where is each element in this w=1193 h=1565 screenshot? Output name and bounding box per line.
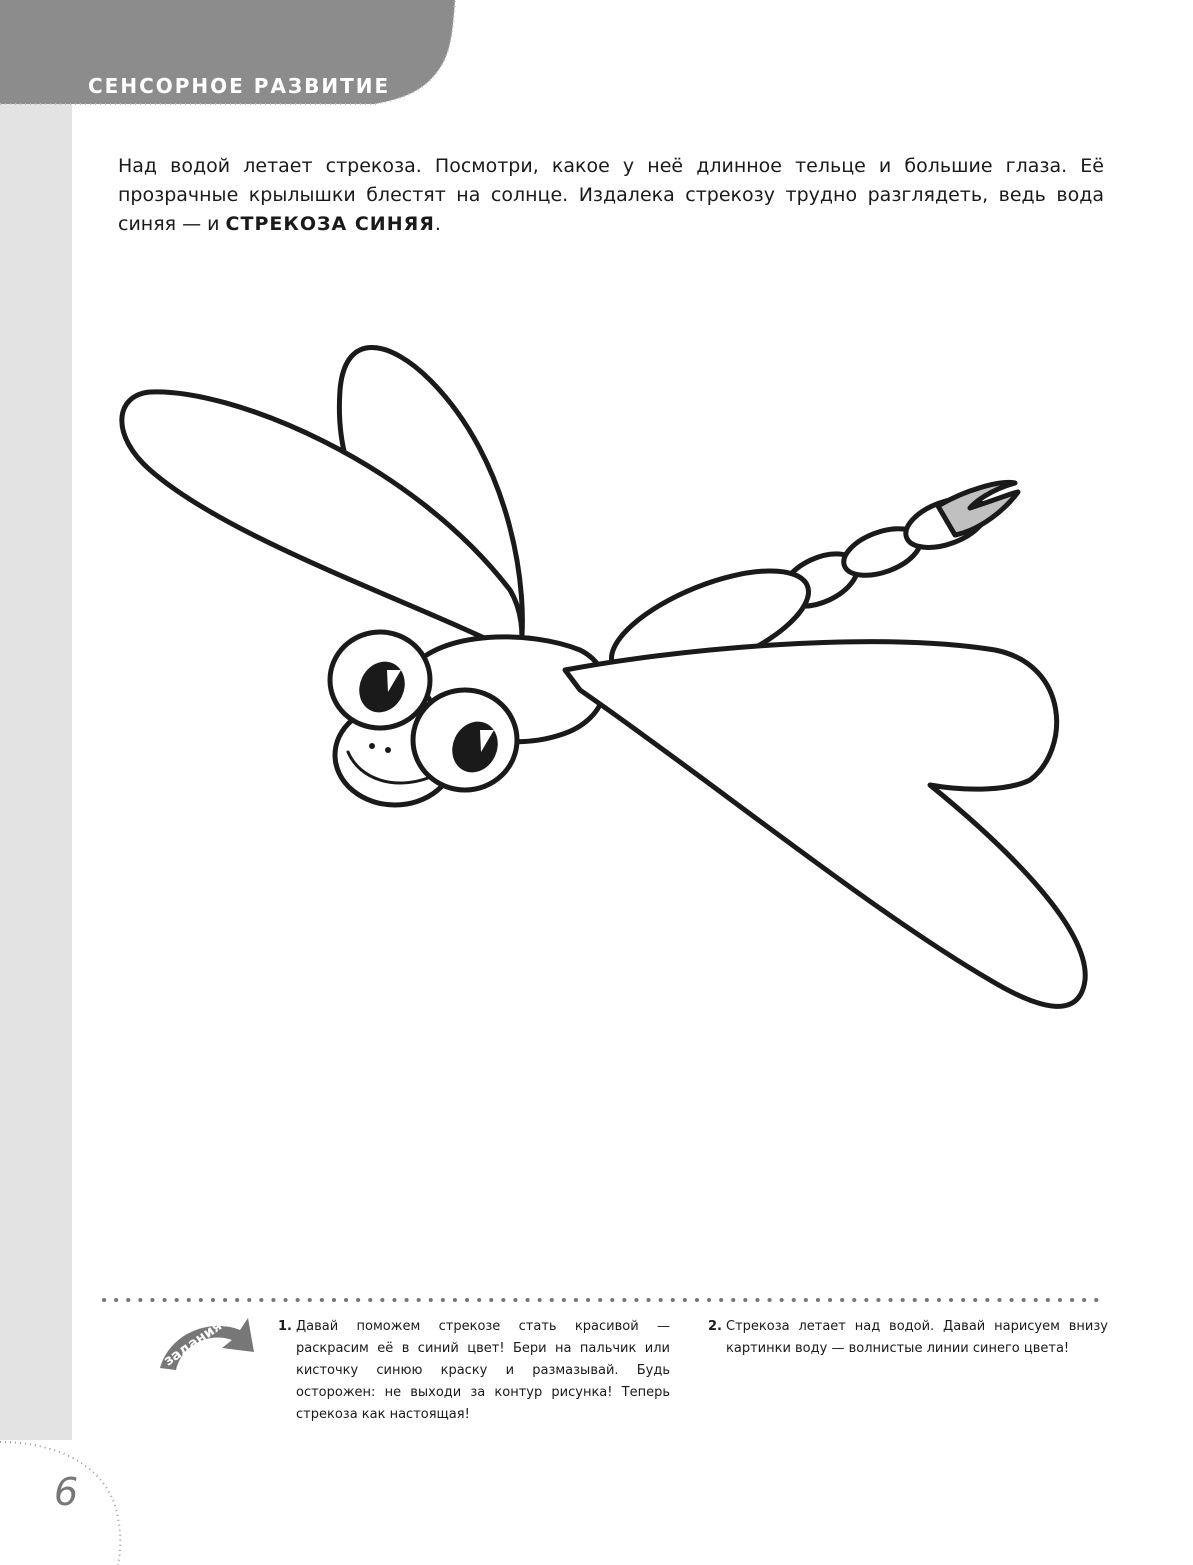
intro-emphasis: СТРЕКОЗА СИНЯЯ <box>225 213 435 235</box>
intro-end: . <box>434 213 441 235</box>
page-number: 6 <box>54 1470 79 1514</box>
tail-tip <box>938 482 1018 535</box>
task-number: 1. <box>278 1319 292 1334</box>
tasks-badge-label: задания: <box>161 1314 230 1370</box>
dragonfly-coloring-picture <box>110 330 1100 1040</box>
task-item-1 <box>278 1316 670 1426</box>
task-text: Давай поможем стрекозе стать красивой — раскрасим её в синий цвет! Бери на пальчик или кисточку синюю краску и размазывай. Будь осторожен: не выходи за контур рисунка! Теперь стрекоза как настоящая! <box>296 1319 670 1422</box>
intro-text: Над водой летает стрекоза. Посмотри, какое у неё длинное тельце и большие глаза. Её прозрачные крылышки блестят на солнце. Издалека стрекозу трудно разглядеть, ведь вода синяя — и <box>118 155 1104 235</box>
lower-wing <box>565 642 1085 1007</box>
task-text: Стрекоза летает над водой. Давай нарисуем внизу картинки воду — волнистые линии синего цвета! <box>726 1319 1108 1356</box>
dotted-separator <box>100 1294 1100 1306</box>
left-margin-strip <box>0 0 72 1440</box>
tasks-badge <box>150 1308 260 1398</box>
intro-paragraph <box>118 152 1104 239</box>
nostril <box>369 743 375 749</box>
task-number: 2. <box>708 1319 722 1334</box>
task-item-2 <box>708 1316 1108 1360</box>
nostril <box>385 747 391 753</box>
section-title: СЕНСОРНОЕ РАЗВИТИЕ <box>88 74 391 98</box>
